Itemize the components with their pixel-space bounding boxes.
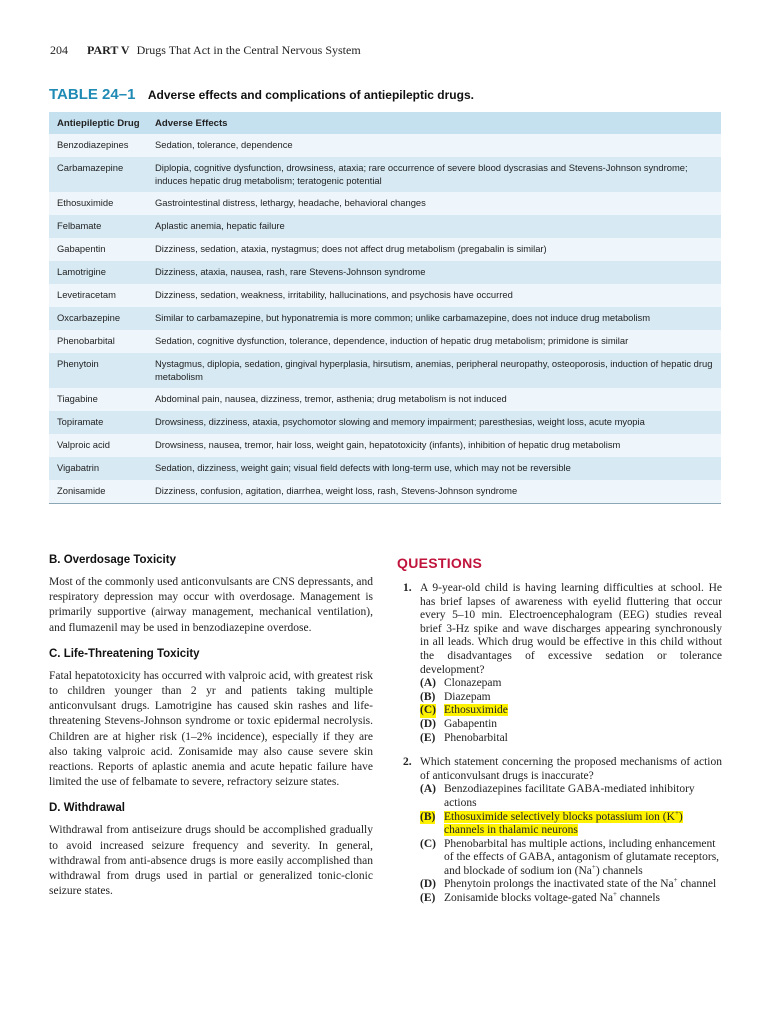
drug-cell: Ethosuximide <box>57 197 114 208</box>
drug-cell: Vigabatrin <box>57 462 100 473</box>
table-row <box>49 215 721 238</box>
effects-cell: Dizziness, sedation, ataxia, nystagmus; does not affect drug metabolism (pregabalin is similar) <box>155 243 547 254</box>
question-2 <box>397 756 722 906</box>
left-column <box>49 554 373 911</box>
effects-cell: Nystagmus, diplopia, sedation, gingival hyperplasia, hirsutism, anemias, peripheral neuropathy, osteoporosis, induction of hepatic drug metabolism <box>155 358 713 382</box>
drug-cell: Oxcarbazepine <box>57 312 121 323</box>
option-b: (B) Diazepam <box>420 690 491 703</box>
drug-cell: Topiramate <box>57 416 104 427</box>
questions-heading: QUESTIONS <box>397 555 483 571</box>
option-a: (A) Benzodiazepines facilitate GABA-mediated inhibitory actions <box>420 783 695 809</box>
option-e: (E) Zonisamide blocks voltage-gated Na+ channels <box>420 890 660 905</box>
drug-cell: Gabapentin <box>57 243 106 254</box>
table-row <box>49 388 721 411</box>
drug-cell: Phenytoin <box>57 358 99 369</box>
question-stem: A 9-year-old child is having learning difficulties at school. He has brief lapses of awareness with eyelid fluttering that occur every 5–10 min. Electroencephalogram (EEG) studies reveal brief 3-Hz spike and wave discharges appearing synchronously in all leads. Which drug would be effective in this child without the disadvantages of excessive sedation or tolerance development? <box>420 582 722 676</box>
drug-cell: Benzodiazepines <box>57 139 129 150</box>
page-number: 204 <box>50 43 68 57</box>
withdrawal-text: Withdrawal from antiseizure drugs should be accomplished gradually to avoid increased seizure frequency and severity. In general, withdrawal from anti-absence drugs is more easily accomplished than withdrawal from drugs used in partial or generalized tonic-clonic seizure states. <box>49 824 373 898</box>
option-d: (D) Phenytoin prolongs the inactivated state of the Na+ channel <box>420 876 717 891</box>
drug-cell: Valproic acid <box>57 439 110 450</box>
effects-cell: Similar to carbamazepine, but hyponatremia is more common; unlike carbamazepine, does not induce drug metabolism <box>155 312 651 323</box>
option-e: (E) Phenobarbital <box>420 731 508 744</box>
table-row <box>49 330 721 353</box>
option-b-highlighted: (B) Ethosuximide selectively blocks potassium ion (K+) channels in thalamic neurons <box>420 808 683 837</box>
effects-cell: Aplastic anemia, hepatic failure <box>155 220 285 231</box>
drug-cell: Phenobarbital <box>57 335 115 346</box>
effects-cell: Drowsiness, dizziness, ataxia, psychomotor slowing and memory impairment; paresthesias, weight loss, acute myopia <box>155 416 645 427</box>
effects-cell: Dizziness, sedation, weakness, irritability, hallucinations, and psychosis have occurred <box>155 289 513 300</box>
question-number: 2. <box>403 756 412 769</box>
table-row <box>49 157 721 192</box>
table-row <box>49 284 721 307</box>
table-row <box>49 353 721 388</box>
option-d: (D) Gabapentin <box>420 717 498 730</box>
drug-cell: Tiagabine <box>57 393 98 404</box>
effects-cell: Gastrointestinal distress, lethargy, headache, behavioral changes <box>155 197 426 208</box>
highlighted-answer: Ethosuximide <box>444 704 508 717</box>
table-row <box>49 307 721 330</box>
highlighted-answer: Ethosuximide selectively blocks potassium ion (K+) channels in thalamic neurons <box>444 808 683 837</box>
column-header-effects: Adverse Effects <box>147 112 721 134</box>
adverse-effects-table <box>49 112 721 504</box>
table-row <box>49 434 721 457</box>
effects-cell: Dizziness, ataxia, nausea, rash, rare Stevens-Johnson syndrome <box>155 266 426 277</box>
drug-cell: Levetiracetam <box>57 289 116 300</box>
table-row <box>49 480 721 503</box>
drug-cell: Carbamazepine <box>57 162 124 173</box>
drug-cell: Lamotrigine <box>57 266 106 277</box>
table-title: Adverse effects and complications of antiepileptic drugs. <box>147 88 474 102</box>
table-row <box>49 238 721 261</box>
drug-cell: Felbamate <box>57 220 102 231</box>
table-row <box>49 457 721 480</box>
life-threatening-heading: C. Life-Threatening Toxicity <box>49 647 200 660</box>
column-header-drug: Antiepileptic Drug <box>49 112 147 134</box>
part-title: Drugs That Act in the Central Nervous System <box>136 43 361 57</box>
option-c-highlighted: (C) Ethosuximide <box>420 704 508 717</box>
question-number: 1. <box>403 582 412 594</box>
table-row <box>49 261 721 284</box>
life-threatening-text: Fatal hepatotoxicity has occurred with valproic acid, with greatest risk to children younger than 2 yr and patients taking multiple anticonvulsant drugs. Lamotrigine has caused skin rashes and life-threatening Stevens-Johnson syndrome or toxic epidermal necrolysis. Children are at higher risk (1–2% incidence), especially if they are also taking valproic acid. Zonisamide may also cause severe skin reactions. Reports of aplastic anemia and acute hepatic failure have limited the use of felbamate to severe, refractory seizure states. <box>49 669 373 789</box>
effects-cell: Drowsiness, nausea, tremor, hair loss, weight gain, hepatotoxicity (infants), inhibition of hepatic drug metabolism <box>155 439 621 450</box>
overdosage-text: Most of the commonly used anticonvulsants are CNS depressants, and respiratory depression may occur with overdosage. Management is primarily supportive (airway management, mechanical ventilation), and flumazenil may be used in benzodiazepine overdose. <box>49 576 373 634</box>
running-header <box>50 43 361 58</box>
effects-cell: Sedation, cognitive dysfunction, tolerance, dependence, induction of hepatic drug metabolism; primidone is similar <box>155 335 629 346</box>
questions-column <box>397 555 722 906</box>
option-a: (A) Clonazepam <box>420 677 502 690</box>
table-caption <box>49 86 474 104</box>
table-row <box>49 192 721 215</box>
table-row <box>49 134 721 157</box>
question-1 <box>397 582 722 745</box>
table-number: TABLE 24–1 <box>49 86 136 103</box>
effects-cell: Dizziness, confusion, agitation, diarrhea, weight loss, rash, Stevens-Johnson syndrome <box>155 485 518 496</box>
withdrawal-heading: D. Withdrawal <box>49 802 125 815</box>
part-label: PART V <box>87 43 130 57</box>
option-c: (C) Phenobarbital has multiple actions, including enhancement of the effects of GABA, antagonism of glutamate receptors, and blockade of sodium ion (Na+) channels <box>420 837 720 877</box>
table-row <box>49 411 721 434</box>
overdosage-heading: B. Overdosage Toxicity <box>49 554 176 566</box>
drug-cell: Zonisamide <box>57 485 106 496</box>
effects-cell: Sedation, tolerance, dependence <box>155 139 293 150</box>
table-header-row <box>49 112 721 134</box>
effects-cell: Sedation, dizziness, weight gain; visual field defects with long-term use, which may not be reversible <box>155 462 571 473</box>
effects-cell: Abdominal pain, nausea, dizziness, tremor, asthenia; drug metabolism is not induced <box>155 393 507 404</box>
effects-cell: Diplopia, cognitive dysfunction, drowsiness, ataxia; rare occurrence of severe blood dyscrasias and Stevens-Johnson syndrome; induces hepatic drug metabolism; teratogenic potential <box>155 162 688 186</box>
question-stem: Which statement concerning the proposed mechanisms of action of anticonvulsant drugs is inaccurate? <box>420 756 722 782</box>
